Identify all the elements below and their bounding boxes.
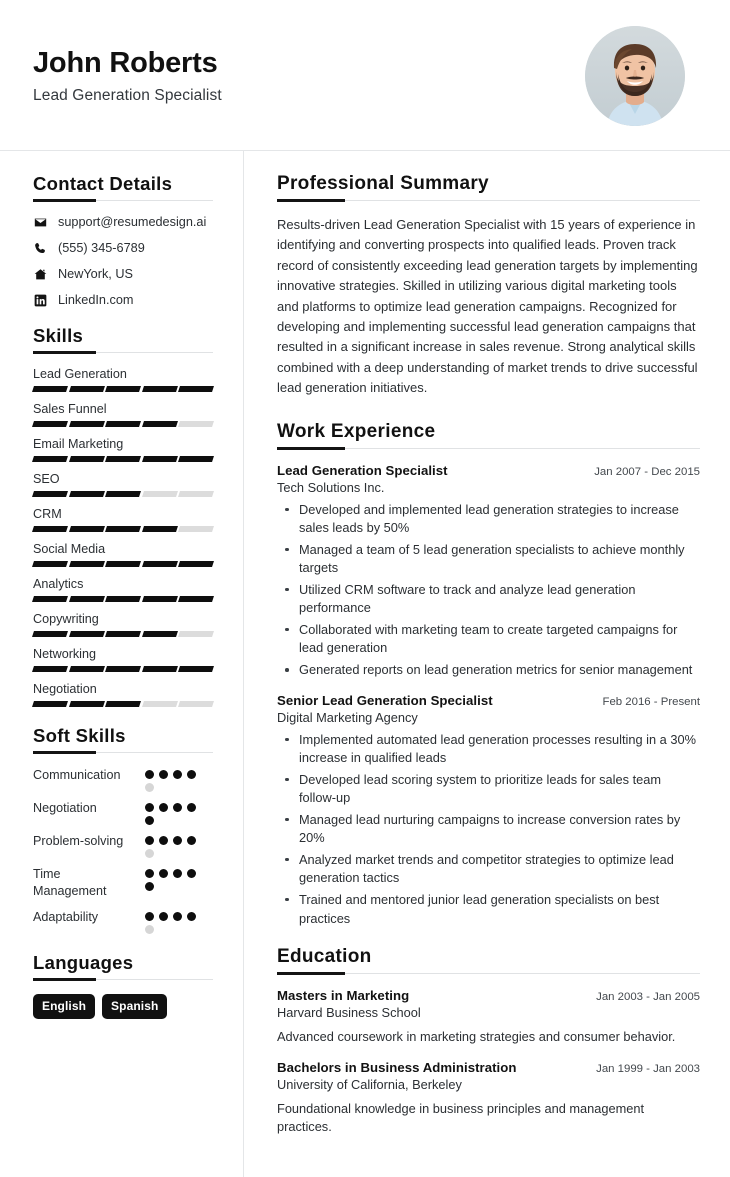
- contact-item-linkedin[interactable]: [33, 293, 213, 307]
- skill-bar-segment: [178, 386, 214, 392]
- skill-bar-segment: [105, 526, 141, 532]
- skill-label: Copywriting: [33, 612, 99, 626]
- skill-item: [33, 612, 213, 637]
- skill-bar-segment: [178, 701, 214, 707]
- skill-rating-bars: [33, 421, 213, 427]
- summary-text: Results-driven Lead Generation Specialist with 15 years of experience in identifying and converting prospects into qualified leads. Proven track record of consistently exceeding lead generation targets by implementing innovative strategies. Skilled in utilizing various digital marketing tools and platforms to optimize lead generation campaigns. Recognized for developing and implementing successful lead generation campaigns that resulted in a significant increase in sales revenue. Strong analytical skills combined with a deep understanding of market trends to drive successful lead generation initiatives.: [277, 217, 698, 396]
- entry-header: [277, 988, 700, 1003]
- contact-list: [33, 215, 213, 307]
- contact-value-phone: (555) 345-6789: [58, 241, 145, 255]
- section-heading-summary: Professional Summary: [277, 173, 489, 194]
- rating-dot: [159, 869, 168, 878]
- skill-rating-bars: [33, 561, 213, 567]
- section-education: [277, 946, 700, 1137]
- experience-list: [277, 463, 700, 928]
- skill-label: Networking: [33, 647, 96, 661]
- skill-rating-bars: [33, 491, 213, 497]
- experience-company: Digital Marketing Agency: [277, 709, 418, 725]
- list-item: Utilized CRM software to track and analyze lead generation performance: [277, 581, 700, 618]
- soft-skills-list: [33, 767, 213, 934]
- experience-role: Senior Lead Generation Specialist: [277, 692, 493, 708]
- list-item: Managed a team of 5 lead generation specialists to achieve monthly targets: [277, 541, 700, 578]
- rating-dot: [159, 803, 168, 812]
- soft-skill-label: Time Management: [33, 867, 107, 899]
- rating-dot: [187, 836, 196, 845]
- section-rule: [277, 448, 700, 449]
- section-rule: [33, 752, 213, 753]
- skill-bar-segment: [32, 456, 68, 462]
- skill-bar-segment: [105, 491, 141, 497]
- skill-bar-segment: [105, 666, 141, 672]
- section-contact-details: [33, 173, 213, 307]
- skill-label: Negotiation: [33, 682, 97, 696]
- education-description: Advanced coursework in marketing strategies and consumer behavior.: [277, 1029, 676, 1045]
- languages-list: [33, 994, 213, 1019]
- list-item: Developed and implemented lead generation strategies to increase sales leads by 50%: [277, 501, 700, 538]
- skill-bar-segment: [32, 526, 68, 532]
- skill-bar-segment: [69, 421, 105, 427]
- skill-bar-segment: [142, 631, 178, 637]
- skill-bar-segment: [32, 386, 68, 392]
- rating-dot: [187, 912, 196, 921]
- skill-bar-segment: [69, 491, 105, 497]
- skill-item: [33, 647, 213, 672]
- list-item: Collaborated with marketing team to create targeted campaigns for lead generation: [277, 621, 700, 658]
- avatar: [585, 26, 685, 126]
- skill-bar-segment: [142, 526, 178, 532]
- skill-bar-segment: [178, 596, 214, 602]
- contact-value-linkedin: LinkedIn.com: [58, 293, 134, 307]
- section-heading-contact: Contact Details: [33, 173, 173, 194]
- skill-bar-segment: [178, 561, 214, 567]
- contact-item-location[interactable]: [33, 267, 213, 281]
- skill-bar-segment: [142, 561, 178, 567]
- soft-skill-rating-dots: [145, 833, 207, 858]
- skill-bar-segment: [69, 561, 105, 567]
- rating-dot: [159, 836, 168, 845]
- rating-dot: [187, 770, 196, 779]
- education-school: University of California, Berkeley: [277, 1076, 462, 1092]
- rating-dot: [159, 770, 168, 779]
- section-professional-summary: [277, 173, 700, 399]
- skill-bar-segment: [105, 456, 141, 462]
- rating-dot: [145, 869, 154, 878]
- job-title: Lead Generation Specialist: [33, 87, 222, 105]
- skill-item: [33, 577, 213, 602]
- skill-rating-bars: [33, 386, 213, 392]
- skills-list: [33, 367, 213, 707]
- section-heading-skills: Skills: [33, 325, 84, 346]
- rating-dot: [145, 836, 154, 845]
- soft-skill-label: Negotiation: [33, 801, 97, 815]
- skill-bar-segment: [142, 596, 178, 602]
- rating-dot: [145, 849, 154, 858]
- experience-date: Feb 2016 - Present: [602, 695, 700, 708]
- entry-header: [277, 463, 700, 478]
- skill-bar-segment: [178, 631, 214, 637]
- skill-item: [33, 682, 213, 707]
- skill-item: [33, 472, 213, 497]
- education-date: Jan 1999 - Jan 2003: [596, 1062, 700, 1075]
- soft-skill-item: [33, 800, 213, 825]
- skill-bar-segment: [105, 386, 141, 392]
- soft-skill-label: Communication: [33, 768, 121, 782]
- skill-bar-segment: [69, 456, 105, 462]
- experience-bullets: [277, 501, 700, 680]
- rating-dot: [145, 925, 154, 934]
- education-description: Foundational knowledge in business principles and management practices.: [277, 1100, 645, 1135]
- phone-icon: [33, 241, 47, 255]
- skill-bar-segment: [142, 666, 178, 672]
- skill-rating-bars: [33, 596, 213, 602]
- soft-skill-rating-dots: [145, 767, 207, 792]
- language-tag: Spanish: [102, 994, 167, 1019]
- section-heading-experience: Work Experience: [277, 420, 436, 442]
- main-content: [244, 151, 730, 1177]
- contact-value-email: support@resumedesign.ai: [58, 215, 207, 229]
- skill-bar-segment: [142, 491, 178, 497]
- contact-item-phone[interactable]: [33, 241, 213, 255]
- section-heading-languages: Languages: [33, 951, 134, 973]
- skill-rating-bars: [33, 631, 213, 637]
- skill-bar-segment: [32, 421, 68, 427]
- skill-bar-segment: [105, 596, 141, 602]
- soft-skill-rating-dots: [145, 800, 207, 825]
- education-entry: [277, 988, 700, 1047]
- rating-dot: [173, 836, 182, 845]
- skill-bar-segment: [178, 666, 214, 672]
- list-item: Generated reports on lead generation metrics for senior management: [277, 661, 700, 680]
- experience-date: Jan 2007 - Dec 2015: [594, 465, 700, 478]
- resume-body: [0, 151, 730, 1177]
- language-tag: English: [33, 994, 95, 1019]
- skill-bar-segment: [69, 701, 105, 707]
- skill-label: Analytics: [33, 577, 84, 591]
- section-rule: [33, 979, 213, 980]
- education-list: [277, 988, 700, 1137]
- section-rule: [33, 200, 213, 201]
- skill-label: Sales Funnel: [33, 402, 107, 416]
- section-rule: [33, 352, 213, 353]
- rating-dot: [173, 912, 182, 921]
- experience-bullets: [277, 731, 700, 928]
- skill-bar-segment: [69, 666, 105, 672]
- skill-label: CRM: [33, 507, 62, 521]
- soft-skill-rating-dots: [145, 909, 207, 934]
- rating-dot: [187, 803, 196, 812]
- skill-bar-segment: [142, 421, 178, 427]
- skill-item: [33, 542, 213, 567]
- skill-bar-segment: [69, 596, 105, 602]
- section-heading-soft-skills: Soft Skills: [33, 725, 126, 746]
- rating-dot: [145, 783, 154, 792]
- skill-bar-segment: [178, 491, 214, 497]
- skill-bar-segment: [32, 596, 68, 602]
- rating-dot: [145, 882, 154, 891]
- contact-item-email[interactable]: [33, 215, 213, 229]
- skill-bar-segment: [178, 456, 214, 462]
- rating-dot: [145, 912, 154, 921]
- education-entry: [277, 1060, 700, 1137]
- skill-label: Lead Generation: [33, 367, 127, 381]
- skill-bar-segment: [69, 386, 105, 392]
- rating-dot: [159, 912, 168, 921]
- page-title: John Roberts: [33, 46, 218, 79]
- skill-rating-bars: [33, 701, 213, 707]
- entry-header: [277, 693, 700, 708]
- skill-rating-bars: [33, 456, 213, 462]
- entry-header: [277, 1060, 700, 1075]
- experience-entry: [277, 463, 700, 680]
- list-item: Analyzed market trends and competitor strategies to optimize lead generation tactics: [277, 851, 700, 888]
- skill-item: [33, 437, 213, 462]
- list-item: Managed lead nurturing campaigns to increase conversion rates by 20%: [277, 811, 700, 848]
- envelope-icon: [33, 215, 47, 229]
- soft-skill-item: [33, 833, 213, 858]
- soft-skill-item: [33, 866, 213, 901]
- section-rule: [277, 973, 700, 974]
- rating-dot: [145, 770, 154, 779]
- rating-dot: [187, 869, 196, 878]
- experience-company: Tech Solutions Inc.: [277, 479, 385, 495]
- soft-skill-item: [33, 767, 213, 792]
- skill-bar-segment: [105, 631, 141, 637]
- sidebar: [0, 151, 244, 1177]
- skill-bar-segment: [69, 631, 105, 637]
- education-school: Harvard Business School: [277, 1005, 421, 1021]
- rating-dot: [145, 816, 154, 825]
- skill-label: Social Media: [33, 542, 106, 556]
- education-date: Jan 2003 - Jan 2005: [596, 991, 700, 1004]
- skill-item: [33, 402, 213, 427]
- experience-entry: [277, 693, 700, 928]
- soft-skill-label: Adaptability: [33, 909, 99, 924]
- skill-bar-segment: [142, 701, 178, 707]
- soft-skill-rating-dots: [145, 866, 207, 891]
- rating-dot: [145, 803, 154, 812]
- rating-dot: [173, 803, 182, 812]
- skill-rating-bars: [33, 526, 213, 532]
- skill-bar-segment: [32, 666, 68, 672]
- skill-bar-segment: [142, 456, 178, 462]
- section-soft-skills: [33, 725, 213, 934]
- skill-bar-segment: [32, 631, 68, 637]
- section-skills: [33, 325, 213, 707]
- section-work-experience: [277, 421, 700, 928]
- skill-bar-segment: [178, 421, 214, 427]
- section-heading-education: Education: [277, 946, 372, 968]
- skill-bar-segment: [105, 561, 141, 567]
- soft-skill-item: [33, 909, 213, 934]
- experience-role: Lead Generation Specialist: [277, 462, 448, 478]
- home-icon: [33, 267, 47, 281]
- linkedin-icon: [33, 293, 47, 307]
- skill-bar-segment: [105, 421, 141, 427]
- skill-label: SEO: [33, 472, 60, 486]
- education-degree: Masters in Marketing: [277, 988, 410, 1004]
- skill-bar-segment: [69, 526, 105, 532]
- skill-bar-segment: [32, 701, 68, 707]
- resume-header: [0, 0, 730, 151]
- section-rule: [277, 200, 700, 201]
- education-degree: Bachelors in Business Administration: [277, 1059, 517, 1075]
- skill-item: [33, 367, 213, 392]
- section-languages: [33, 952, 213, 1019]
- list-item: Developed lead scoring system to prioritize leads for sales team follow-up: [277, 771, 700, 808]
- skill-item: [33, 507, 213, 532]
- skill-rating-bars: [33, 666, 213, 672]
- list-item: Trained and mentored junior lead generation specialists on best practices: [277, 891, 700, 928]
- rating-dot: [173, 770, 182, 779]
- header-text-block: [33, 47, 222, 105]
- skill-bar-segment: [32, 491, 68, 497]
- skill-bar-segment: [178, 526, 214, 532]
- contact-value-location: NewYork, US: [58, 267, 133, 281]
- skill-bar-segment: [32, 561, 68, 567]
- rating-dot: [173, 869, 182, 878]
- skill-bar-segment: [105, 701, 141, 707]
- skill-bar-segment: [142, 386, 178, 392]
- list-item: Implemented automated lead generation processes resulting in a 30% increase in qualified leads: [277, 731, 700, 768]
- soft-skill-label: Problem-solving: [33, 834, 124, 848]
- skill-label: Email Marketing: [33, 437, 124, 451]
